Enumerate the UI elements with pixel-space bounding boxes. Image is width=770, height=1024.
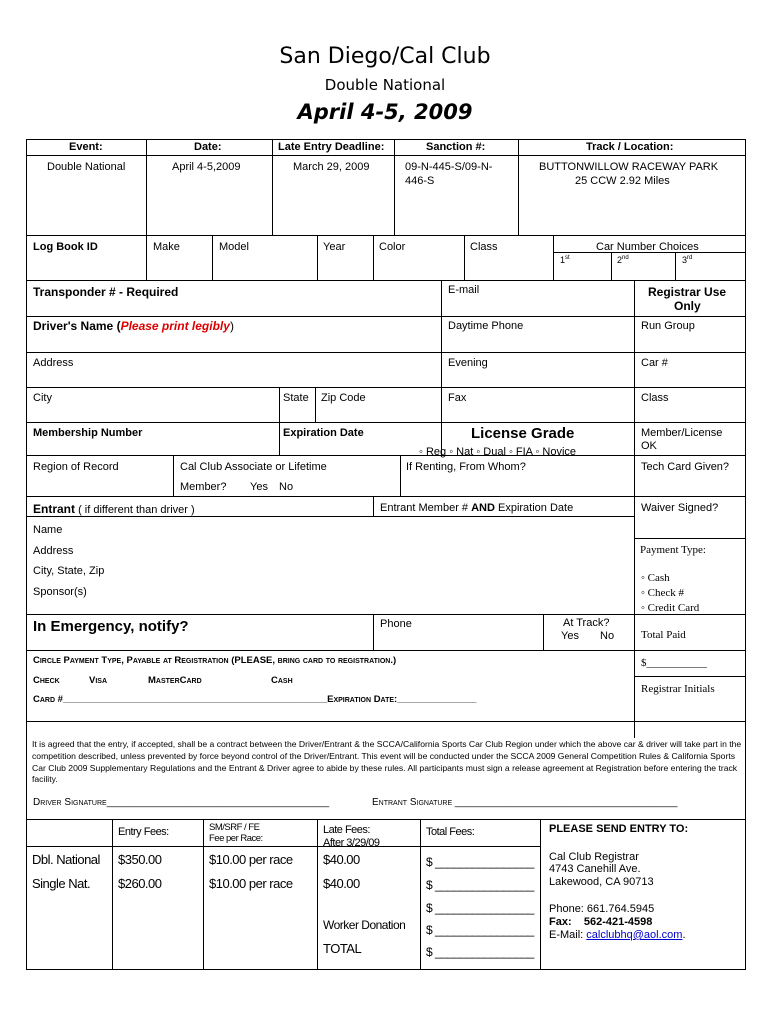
entrant-city-label: City, State, Zip xyxy=(33,565,105,577)
dbl-entry-fee: $350.00 xyxy=(118,852,162,867)
pay-cash[interactable]: Cash xyxy=(271,675,293,686)
event-dates: April 4-5, 2009 xyxy=(297,100,473,124)
run-group-label: Run Group xyxy=(641,320,695,332)
dbl-late-fee: $40.00 xyxy=(323,852,360,867)
pay-visa[interactable]: Visa xyxy=(89,675,108,686)
single-entry-fee: $260.00 xyxy=(118,876,162,891)
entrant-address-label: Address xyxy=(33,545,74,557)
fees-late-header-1: Late Fees: xyxy=(323,824,370,836)
email-link[interactable]: calclubhq@aol.com xyxy=(586,929,683,941)
worker-donation-blank[interactable]: $ ________________ xyxy=(426,923,534,937)
choice-2: 2nd xyxy=(617,255,629,265)
entrant-name-label: Name xyxy=(33,524,63,536)
pay-mastercard[interactable]: MasterCard xyxy=(148,675,202,686)
year-label: Year xyxy=(323,241,346,253)
pay-check[interactable]: Check xyxy=(33,675,60,686)
choice-3: 3rd xyxy=(682,255,693,265)
send-entry-line2: 4743 Canehill Ave. xyxy=(549,863,641,875)
emergency-label: In Emergency, notify? xyxy=(33,618,189,635)
zip-label: Zip Code xyxy=(321,392,366,404)
payment-credit[interactable]: ◦ Credit Card xyxy=(641,602,700,614)
fees-entry-header: Entry Fees: xyxy=(118,826,169,838)
payment-type-label: Payment Type: xyxy=(640,544,706,556)
single-national-label: Single Nat. xyxy=(32,876,91,891)
at-track-yes[interactable]: Yes xyxy=(561,630,579,642)
at-track-no[interactable]: No xyxy=(600,630,615,642)
agreement-text: It is agreed that the entry, if accepted, shall be a contract between the Driver/Entrant & the SCCA/California Sports Car Club Region under which the above car & driver will take part in the competition described, unless prevented by force beyond control of the Driver/Entrant. This event will be conducted under the SCCA 2009 General Competition Rules & California Sports Car Club 2009 Supplementary Regulations and the Entrant & Driver agree to abide by these rules. All participants must sign a release agreement at Registration before entering the track facility. xyxy=(32,739,742,785)
send-entry-email: E-Mail: calclubhq@aol.com. xyxy=(549,929,686,941)
total-label: TOTAL xyxy=(323,941,362,956)
license-grade-label: License Grade xyxy=(471,425,575,442)
grand-total-blank[interactable]: $ ________________ xyxy=(426,945,534,959)
transponder-label: Transponder # - Required xyxy=(33,285,179,299)
fees-smsrf-header-1: SM/SRF / FE xyxy=(209,822,260,833)
membership-label: Membership Number xyxy=(33,427,143,439)
sanction-label: Sanction #: xyxy=(426,141,486,153)
fees-smsrf-header-2: Fee per Race: xyxy=(209,833,263,844)
entrant-member-label: Entrant Member # AND Expiration Date xyxy=(380,502,574,514)
entrant-signature-line[interactable]: Entrant Signature ________________________________________ xyxy=(372,797,678,808)
fees-late-header-2: After 3/29/09 xyxy=(323,837,380,849)
track-value-2: 25 CCW 2.92 Miles xyxy=(575,175,670,187)
total-paid-blank[interactable]: $___________ xyxy=(641,657,707,669)
expiration-label: Expiration Date xyxy=(283,427,364,439)
model-label: Model xyxy=(219,241,249,253)
waiver-label: Waiver Signed? xyxy=(641,502,719,514)
member-yes[interactable]: Yes xyxy=(250,481,268,493)
send-entry-fax: Fax: 562-421-4598 xyxy=(549,916,653,928)
dbl-national-label: Dbl. National xyxy=(32,852,100,867)
payment-cash[interactable]: ◦ Cash xyxy=(641,572,670,584)
logbook-label: Log Book ID xyxy=(33,241,98,253)
track-label: Track / Location: xyxy=(586,141,674,153)
driver-signature-line[interactable]: Driver Signature________________________________________ xyxy=(33,797,330,808)
circle-payment-label: Circle Payment Type, Payable at Registration (PLEASE, bring card to registration.) xyxy=(33,655,397,666)
single-total-blank[interactable]: $ ________________ xyxy=(426,878,534,892)
car-number-label: Car Number Choices xyxy=(596,241,699,253)
region-label: Region of Record xyxy=(33,461,119,473)
class-label: Class xyxy=(470,241,498,253)
date-label: Date: xyxy=(194,141,222,153)
dbl-total-blank[interactable]: $ ________________ xyxy=(426,855,534,869)
address-label: Address xyxy=(33,357,74,369)
sponsors-label: Sponsor(s) xyxy=(33,586,87,598)
form-title: San Diego/Cal Club xyxy=(279,44,491,69)
license-options[interactable]: ◦ Reg ◦ Nat ◦ Dual ◦ FIA ◦ Novice xyxy=(419,446,577,458)
single-smsrf-fee: $10.00 per race xyxy=(209,876,293,891)
extra-total-blank[interactable]: $ ________________ xyxy=(426,901,534,915)
make-label: Make xyxy=(153,241,180,253)
send-entry-title: PLEASE SEND ENTRY TO: xyxy=(549,823,689,835)
worker-donation-label: Worker Donation xyxy=(323,918,406,932)
form-subtitle: Double National xyxy=(324,76,446,94)
evening-label: Evening xyxy=(448,357,488,369)
payment-check[interactable]: ◦ Check # xyxy=(641,587,685,599)
ok-label: OK xyxy=(641,440,657,452)
deadline-value: March 29, 2009 xyxy=(293,161,370,173)
registrar-only-label: Only xyxy=(674,299,701,313)
drivers-name-label: Driver's Name (Please print legibly) xyxy=(33,319,234,333)
date-value: April 4-5,2009 xyxy=(172,161,241,173)
email-label: E-mail xyxy=(448,284,480,296)
renting-label: If Renting, From Whom? xyxy=(406,461,526,473)
tech-card-label: Tech Card Given? xyxy=(641,461,730,473)
emergency-phone-label: Phone xyxy=(380,618,412,630)
send-entry-phone: Phone: 661.764.5945 xyxy=(549,903,655,915)
registrar-use-label: Registrar Use xyxy=(648,285,727,299)
card-number-line[interactable]: Card #__________________________________________________Expiration Date:_______________ xyxy=(33,694,477,705)
class-field-label: Class xyxy=(641,392,669,404)
event-label: Event: xyxy=(69,141,103,153)
registrar-initials-label: Registrar Initials xyxy=(641,683,715,695)
entrant-label: Entrant ( if different than driver ) xyxy=(33,502,195,516)
sanction-value-1: 09-N-445-S/09-N- xyxy=(405,161,493,173)
at-track-label: At Track? xyxy=(563,617,610,629)
city-label: City xyxy=(33,392,52,404)
send-entry-line3: Lakewood, CA 90713 xyxy=(549,876,654,888)
member-question: Member? xyxy=(180,481,227,493)
send-entry-line1: Cal Club Registrar xyxy=(549,851,639,863)
fax-label: Fax xyxy=(448,392,467,404)
member-no[interactable]: No xyxy=(279,481,294,493)
fees-total-header: Total Fees: xyxy=(426,826,475,838)
dbl-smsrf-fee: $10.00 per race xyxy=(209,852,293,867)
associate-label: Cal Club Associate or Lifetime xyxy=(180,461,327,473)
total-paid-label: Total Paid xyxy=(641,629,686,641)
daytime-phone-label: Daytime Phone xyxy=(448,320,524,332)
choice-1: 1st xyxy=(560,255,570,265)
event-value: Double National xyxy=(47,161,126,173)
car-number-field-label: Car # xyxy=(641,357,668,369)
state-label: State xyxy=(283,392,309,404)
deadline-label: Late Entry Deadline: xyxy=(278,141,385,153)
color-label: Color xyxy=(379,241,406,253)
sanction-value-2: 446-S xyxy=(405,175,435,187)
member-license-label: Member/License xyxy=(641,427,723,439)
single-late-fee: $40.00 xyxy=(323,876,360,891)
track-value-1: BUTTONWILLOW RACEWAY PARK xyxy=(539,161,719,173)
